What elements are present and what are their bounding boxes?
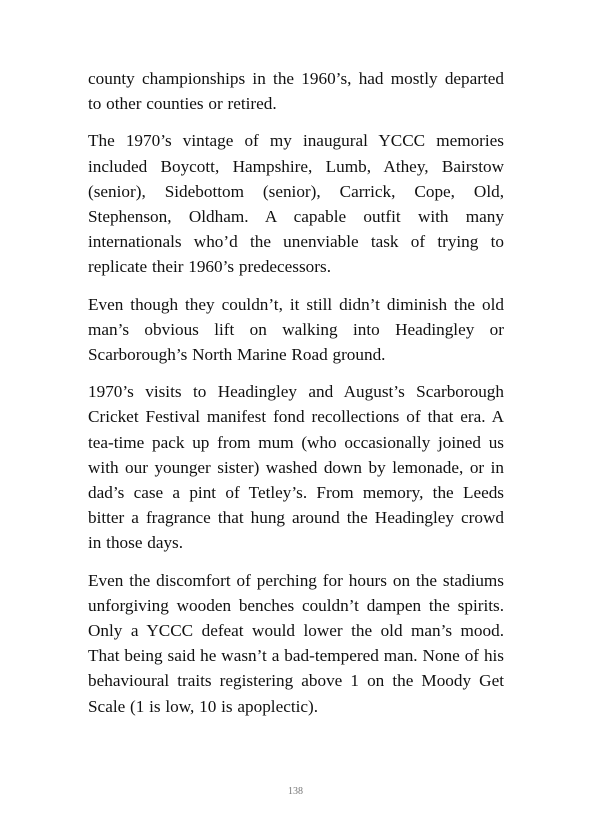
paragraph: Even the discomfort of perching for hours on the stadiums unforgiving wooden benches couldn’t dampen the spirits. Only a YCCC defeat would lower the old man’s mood. That being said he wasn’t a bad-tempered man. None of his behavioural traits registering above 1 on the Moody Get Scale (1 is low, 10 is apoplectic). <box>88 570 504 716</box>
paragraph: The 1970’s vintage of my inaugural YCCC memories included Boycott, Hampshire, Lumb, Athey, Bairstow (senior), Sidebottom (senior), Carrick, Cope, Old, Stephenson, Oldham. A capable outfit with many internationals who’d the unenviable task of trying to replicate their 1960’s predecessors. <box>88 131 504 277</box>
paragraph: 1970’s visits to Headingley and August’s Scarborough Cricket Festival manifest fond recollections of that era. A tea-time pack up from mum (who occasionally joined us with our younger sister) washed down by lemonade, or in dad’s case a pint of Tetley’s. From memory, the Leeds bitter a fragrance that hung around the Headingley crowd in those days. <box>88 382 504 553</box>
page-body <box>88 66 504 731</box>
page-number: 138 <box>288 786 303 797</box>
paragraph: Even though they couldn’t, it still didn’t diminish the old man’s obvious lift on walking into Headingley or Scarborough’s North Marine Road ground. <box>88 294 504 365</box>
paragraph: county championships in the 1960’s, had mostly departed to other counties or retired. <box>88 69 504 114</box>
